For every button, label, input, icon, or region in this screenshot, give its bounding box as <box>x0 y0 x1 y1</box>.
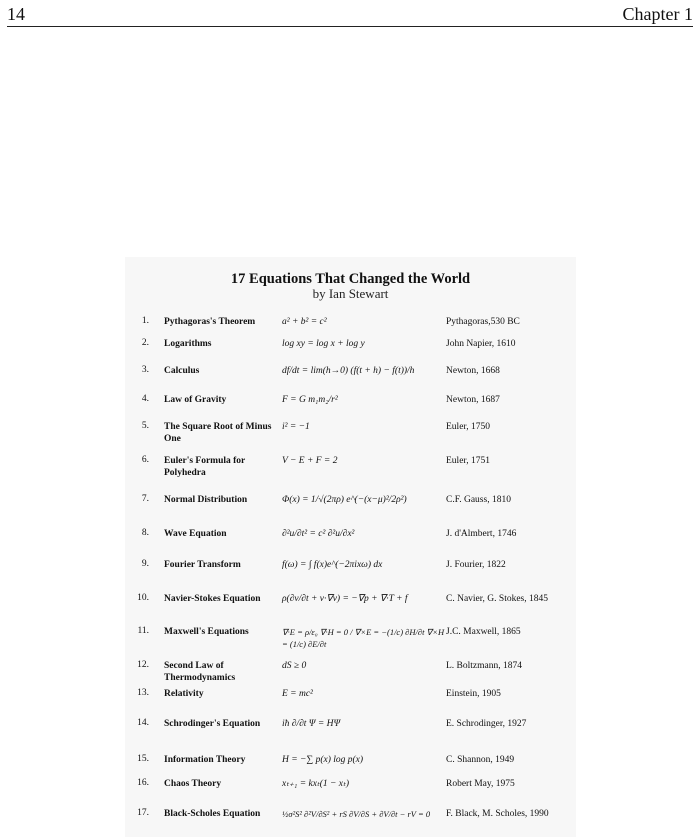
chapter-title: Chapter 1 <box>622 3 693 24</box>
page-number: 14 <box>7 3 25 24</box>
equation-formula: Φ(x) = 1/√(2πρ) e^(−(x−μ)²/2ρ²) <box>282 495 407 505</box>
equation-name: Maxwell's Equations <box>164 627 249 637</box>
equation-number: 6. <box>141 455 149 465</box>
equation-formula: iħ ∂/∂t Ψ = HΨ <box>282 719 341 729</box>
equation-number: 12. <box>137 660 149 670</box>
equation-name: Law of Gravity <box>164 395 227 405</box>
equation-attribution: Robert May, 1975 <box>446 779 515 789</box>
equation-attribution: Pythagoras,530 BC <box>446 317 520 327</box>
equation-attribution: C. Shannon, 1949 <box>446 755 515 765</box>
equation-attribution: C. Navier, G. Stokes, 1845 <box>446 594 548 604</box>
equation-number: 13. <box>137 688 149 698</box>
equation-formula: xₜ₊₁ = kxₜ(1 − xₜ) <box>282 779 349 789</box>
equation-name: Navier-Stokes Equation <box>164 594 261 604</box>
equation-formula: V − E + F = 2 <box>282 456 338 466</box>
equation-name: Logarithms <box>164 339 212 349</box>
equation-formula: ∇·E = ρ/ε₀ ∇·H = 0 / ∇×E = −(1/c) ∂H/∂t ∇×H = (1/c) ∂E/∂t <box>282 627 445 649</box>
equation-attribution: Newton, 1668 <box>446 366 500 376</box>
equation-formula: dS ≥ 0 <box>282 661 307 671</box>
equation-number: 8. <box>141 528 149 538</box>
equation-name: Wave Equation <box>164 529 227 539</box>
equation-name: Schrodinger's Equation <box>164 719 261 729</box>
equation-number: 4. <box>141 394 149 404</box>
equation-formula: ∂²u/∂t² = c² ∂²u/∂x² <box>282 529 355 539</box>
equation-attribution: F. Black, M. Scholes, 1990 <box>446 809 549 819</box>
page-header <box>7 0 693 27</box>
equation-number: 14. <box>137 718 149 728</box>
equation-formula: ρ(∂v/∂t + v·∇v) = −∇p + ∇·T + f <box>282 594 408 604</box>
equation-formula: f(ω) = ∫ f(x)e^(−2πixω) dx <box>282 560 383 570</box>
equation-formula: df/dt = lim(h→0) (f(t + h) − f(t))/h <box>282 366 415 376</box>
equation-number: 3. <box>141 365 149 375</box>
equation-number: 15. <box>137 754 149 764</box>
equation-attribution: Newton, 1687 <box>446 395 500 405</box>
equation-formula: ½σ²S² ∂²V/∂S² + rS ∂V/∂S + ∂V/∂t − rV = 0 <box>282 809 431 819</box>
equation-formula: a² + b² = c² <box>282 317 327 327</box>
equation-name: Relativity <box>164 689 204 699</box>
equation-number: 1. <box>141 316 149 326</box>
equation-number: 2. <box>141 338 149 348</box>
equation-attribution: L. Boltzmann, 1874 <box>446 661 522 671</box>
equation-name: The Square Root of Minus One <box>164 422 272 444</box>
equation-attribution: Euler, 1751 <box>446 456 490 466</box>
equation-name: Chaos Theory <box>164 779 222 789</box>
equation-name: Fourier Transform <box>164 560 241 570</box>
equation-attribution: E. Schrodinger, 1927 <box>446 719 527 729</box>
equation-formula: E = mc² <box>282 689 313 699</box>
equation-attribution: C.F. Gauss, 1810 <box>446 495 511 505</box>
equation-number: 10. <box>137 593 149 603</box>
equation-name: Euler's Formula for Polyhedra <box>164 456 246 478</box>
equation-name: Pythagoras's Theorem <box>164 317 256 327</box>
equation-number: 5. <box>141 421 149 431</box>
equation-number: 9. <box>141 559 149 569</box>
equation-name: Black-Scholes Equation <box>164 809 261 819</box>
equation-number: 11. <box>137 626 149 636</box>
equation-formula: i² = −1 <box>282 422 310 432</box>
equation-formula: F = G m₁m₂/r² <box>282 395 338 405</box>
equation-formula: log xy = log x + log y <box>282 339 365 349</box>
equation-attribution: J. d'Almbert, 1746 <box>446 529 517 539</box>
equation-number: 7. <box>141 494 149 504</box>
figure-subtitle: by Ian Stewart <box>312 286 389 301</box>
equation-name: Second Law of Thermodynamics <box>164 661 236 683</box>
equation-number: 16. <box>137 778 149 788</box>
equation-attribution: J. Fourier, 1822 <box>446 560 506 570</box>
equation-formula: H = −∑ p(x) log p(x) <box>282 755 364 765</box>
equations-figure <box>125 257 576 837</box>
equation-name: Normal Distribution <box>164 495 248 505</box>
equation-attribution: Euler, 1750 <box>446 422 490 432</box>
equation-name: Information Theory <box>164 755 246 765</box>
equation-number: 17. <box>137 808 149 818</box>
equation-attribution: Einstein, 1905 <box>446 689 501 699</box>
equation-attribution: J.C. Maxwell, 1865 <box>446 627 521 637</box>
equation-attribution: John Napier, 1610 <box>446 339 516 349</box>
equation-name: Calculus <box>164 366 200 376</box>
figure-title: 17 Equations That Changed the World <box>230 271 471 287</box>
